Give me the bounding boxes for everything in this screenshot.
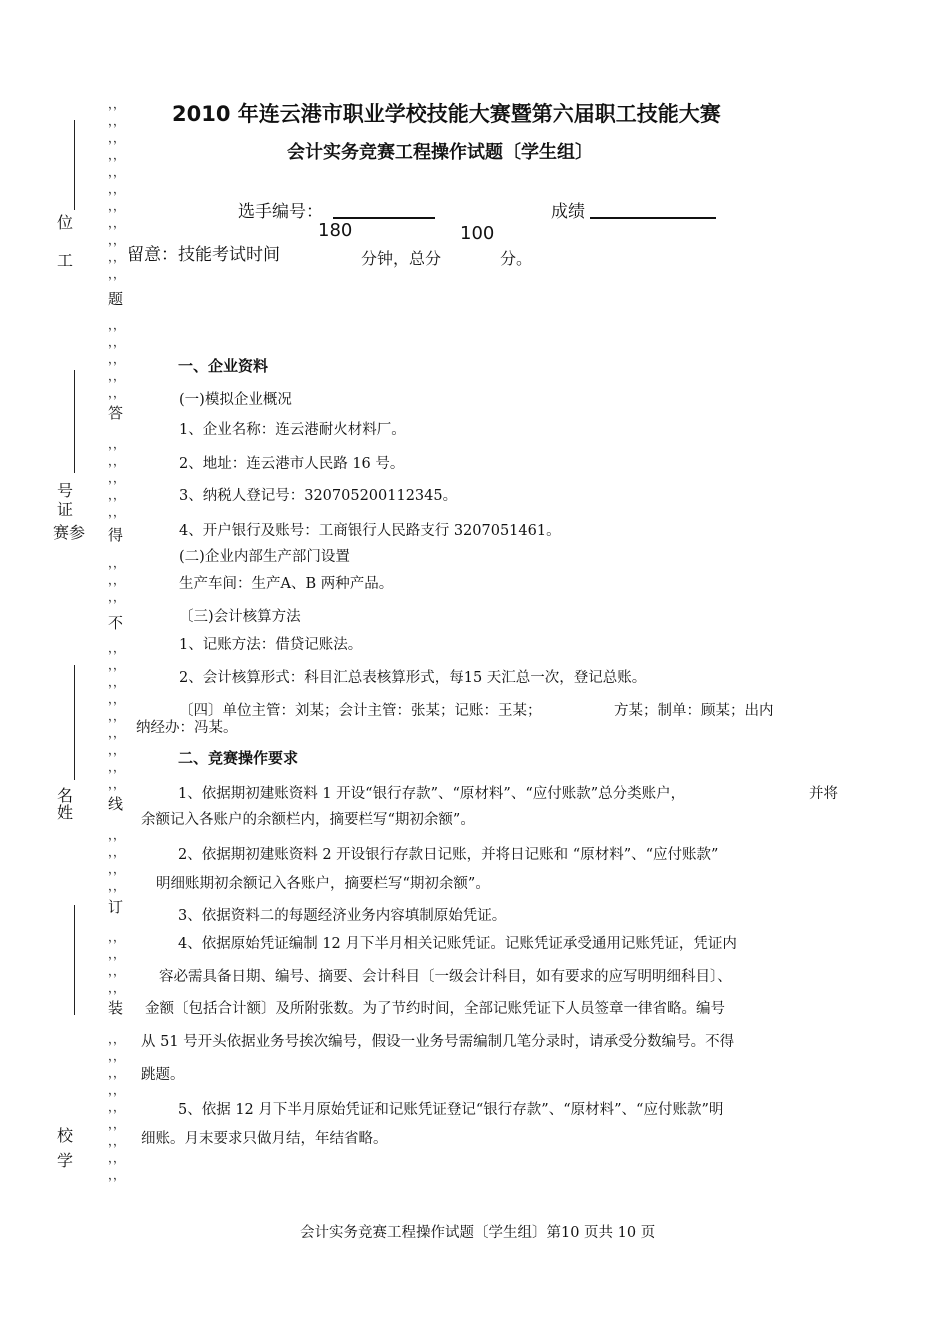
seal-dot-mark: ，， [108,845,125,859]
margin-label-name-b: 姓 [57,803,74,822]
seal-dot-mark: ，， [108,879,125,893]
seal-dot-mark: ，， [108,743,125,757]
seal-dot-mark: ，， [108,437,125,451]
req1-line1: 1、依据期初建账资料 1 开设“银行存款”、“原材料”、“应付账款”总分类账户， [178,786,686,802]
req5-line1: 5、依据 12 月下半月原始凭证和记账凭证登记“银行存款”、“原材料”、“应付账款”明 [178,1102,724,1118]
seal-dot-mark: ，， [108,488,125,502]
seal-dot-mark: ，， [108,335,125,349]
req1-line1b: 并将 [809,786,838,802]
s1-b1: 生产车间：生产A、B 两种产品。 [179,576,394,592]
req4-line5: 跳题。 [141,1067,185,1083]
margin-label-unit-below: 工 [57,251,74,270]
section2-heading: 二、竞赛操作要求 [178,749,299,767]
seal-dot-mark: ，， [108,131,125,145]
seal-dot-mark: ，， [108,250,125,264]
seal-dot-mark: ，， [108,709,125,723]
req3: 3、依据资料二的每题经济业务内容填制原始凭证。 [178,908,507,924]
s1-a1: 1、企业名称：连云港耐火材料厂。 [179,422,406,438]
seal-dot-mark: ，， [108,930,125,944]
seal-dot-mark: ，， [108,148,125,162]
margin-rule-3 [74,665,75,780]
page-subtitle: 会计实务竞赛工程操作试题〔学生组〕 [287,142,593,163]
s1-a4: 4、开户银行及账号：工商银行人民路支行 3207051461。 [179,523,561,539]
seal-dot-mark: ，， [108,862,125,876]
s1-a3: 3、纳税人登记号：320705200112345。 [179,488,458,504]
seal-char-bu: 不 [108,614,124,632]
req2-line2: 明细账期初余额记入各账户，摘要栏写“期初余额”。 [156,876,490,892]
seal-dot-mark: ，， [108,777,125,791]
seal-dot-mark: ，， [108,165,125,179]
seal-dot-mark: ，， [108,1032,125,1046]
req2-line1: 2、依据期初建账资料 2 开设银行存款日记账，并将日记账和 “原材料”、“应付账款” [178,847,719,863]
req4-line1: 4、依据原始凭证编制 12 月下半月相关记账凭证。记账凭证承受通用记账凭证，凭证内 [178,936,737,952]
notice-prefix: 留意：技能考试时间 [127,245,280,265]
notice-total: 100 [460,223,495,244]
seal-dot-mark: ，， [108,828,125,842]
req5-line2: 细账。月末要求只做月结，年结省略。 [141,1131,388,1147]
seal-dot-mark: ，， [108,97,125,111]
margin-label-id-a: 号 [57,481,74,500]
seal-dot-mark: ，， [108,675,125,689]
margin-label-id-c: 赛参 [53,523,86,542]
notice-mid: 分钟，总分 [361,249,442,268]
seal-dot-mark: ，， [108,114,125,128]
score-label: 成绩 [551,202,585,222]
margin-rule-1 [74,120,75,210]
seal-dot-mark: ，， [108,386,125,400]
seal-dot-mark: ，， [108,1100,125,1114]
s1-sub-c: 〔三)会计核算方法 [179,609,301,625]
seal-dot-mark: ，， [108,981,125,995]
seal-dot-mark: ，， [108,658,125,672]
seal-dot-mark: ，， [108,1117,125,1131]
seal-dot-mark: ，， [108,471,125,485]
seal-dot-mark: ，， [108,556,125,570]
score-field[interactable] [590,217,716,219]
seal-dot-mark: ，， [108,352,125,366]
seal-dot-mark: ，， [108,692,125,706]
req4-line3: 金额〔包括合计额〕及所附张数。为了节约时间，全部记账凭证下人员签章一律省略。编号 [145,1001,725,1017]
req1-line2: 余额记入各账户的余额栏内，摘要栏写“期初余额”。 [141,812,475,828]
seal-dot-mark: ，， [108,947,125,961]
page-footer: 会计实务竞赛工程操作试题〔学生组〕第10 页共 10 页 [300,1225,656,1241]
seal-dot-mark: ，， [108,1049,125,1063]
seal-dot-mark: ，， [108,1168,125,1182]
margin-label-school-a: 校 [57,1126,74,1145]
seal-dot-mark: ，， [108,505,125,519]
s1-d-cont: 纳经办：冯某。 [136,720,238,736]
s1-a2: 2、地址：连云港市人民路 16 号。 [179,456,405,472]
seal-dot-mark: ，， [108,964,125,978]
seal-char-da: 答 [108,404,124,422]
seal-dot-mark: ，， [108,760,125,774]
seal-dot-mark: ，， [108,216,125,230]
section1-heading: 一、企业资料 [178,357,269,375]
seal-dot-mark: ，， [108,182,125,196]
s1-sub-b: (二)企业内部生产部门设置 [179,549,350,565]
margin-label-name-a: 名 [57,786,74,805]
notice-suffix: 分。 [500,249,533,268]
s1-d-part1: 〔四〕单位主管：刘某；会计主管：张某；记账：王某； [179,703,542,719]
margin-rule-2 [74,370,75,473]
margin-label-school-b: 学 [57,1151,74,1170]
seal-dot-mark: ，， [108,199,125,213]
seal-dot-mark: ，， [108,233,125,247]
notice-minutes: 180 [318,220,353,241]
seal-dot-mark: ，， [108,641,125,655]
contestant-no-field[interactable] [333,217,435,219]
seal-char-de: 得 [108,526,124,544]
req4-line2: 容必需具备日期、编号、摘要、会计科目〔一级会计科目，如有要求的应写明明细科目〕、 [159,969,732,985]
seal-dot-mark: ，， [108,573,125,587]
s1-c1: 1、记账方法：借贷记账法。 [179,637,363,653]
margin-label-id-b: 证 [57,500,74,519]
seal-dot-mark: ，， [108,1066,125,1080]
seal-char-ding: 订 [108,898,124,916]
seal-char-zhuang: 装 [108,999,124,1017]
s1-sub-a: (一)模拟企业概况 [179,392,292,408]
margin-label-unit: 位 [57,213,74,232]
req4-line4: 从 51 号开头依据业务号挨次编号，假设一业务号需编制几笔分录时，请承受分数编号。不得 [141,1034,735,1050]
seal-dot-mark: ，， [108,1151,125,1165]
s1-c2: 2、会计核算形式：科目汇总表核算形式，每15 天汇总一次，登记总账。 [179,670,647,686]
seal-dot-mark: ，， [108,454,125,468]
seal-dot-mark: ，， [108,1134,125,1148]
seal-dot-mark: ，， [108,1083,125,1097]
margin-rule-4 [74,905,75,1015]
seal-char-xian: 线 [108,795,124,813]
seal-char-ti: 题 [108,290,124,308]
seal-dot-mark: ，， [108,590,125,604]
seal-dot-mark: ，， [108,369,125,383]
seal-dot-mark: ，， [108,267,125,281]
seal-dot-mark: ，， [108,318,125,332]
s1-d-part2: 方某；制单：顾某；出内 [614,703,774,719]
seal-dot-mark: ，， [108,726,125,740]
page-title: 2010 年连云港市职业学校技能大赛暨第六届职工技能大赛 [172,102,721,126]
contestant-no-label: 选手编号： [238,202,323,222]
